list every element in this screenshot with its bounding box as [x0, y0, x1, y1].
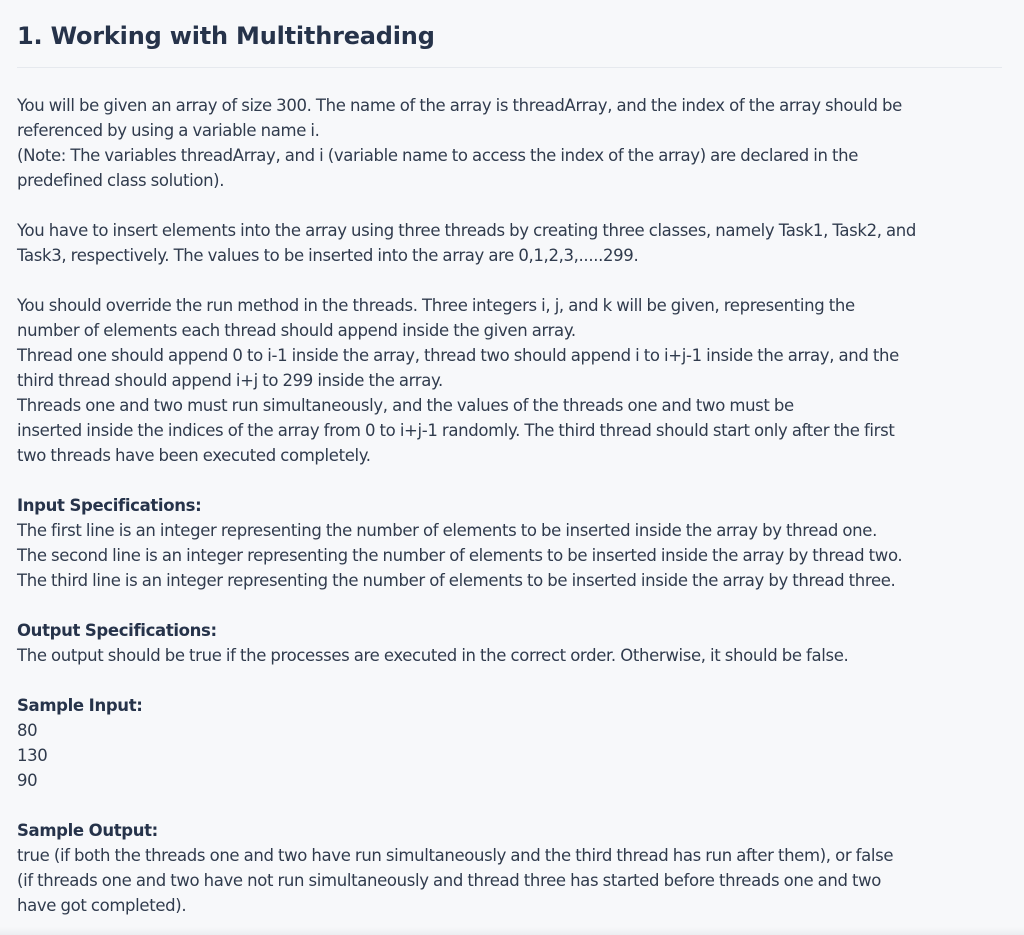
run-paragraph — [17, 293, 1002, 468]
intro-note-line: (Note: The variables threadArray, and i (variable name to access the index of the array) are declared in the — [17, 146, 859, 165]
title-divider — [17, 67, 1002, 68]
intro-line: referenced by using a variable name i. — [17, 121, 320, 140]
run-line: Thread one should append 0 to i-1 inside the array, thread two should append i to i+j-1 inside the array, and the — [17, 346, 899, 365]
insert-paragraph — [17, 218, 1002, 268]
run-line: Threads one and two must run simultaneously, and the values of the threads one and two must be — [17, 396, 794, 415]
sample-input-value: 90 — [17, 771, 38, 790]
sample-output-line: (if threads one and two have not run simultaneously and thread three has started before threads one and two — [17, 871, 882, 890]
output-spec-heading: Output Specifications: — [17, 621, 217, 640]
problem-description — [17, 93, 1002, 918]
output-spec-section — [17, 618, 1002, 668]
sample-input-section — [17, 693, 1002, 793]
paragraph-gap — [17, 668, 1002, 693]
paragraph-gap — [17, 468, 1002, 493]
sample-output-line: true (if both the threads one and two have run simultaneously and the third thread has run after them), or false — [17, 846, 894, 865]
input-spec-line: The first line is an integer representing the number of elements to be inserted inside the array by thread one. — [17, 521, 877, 540]
problem-title: 1. Working with Multithreading — [17, 22, 435, 50]
insert-line: Task3, respectively. The values to be inserted into the array are 0,1,2,3,.....299. — [17, 246, 639, 265]
sample-output-heading: Sample Output: — [17, 821, 158, 840]
input-spec-section — [17, 493, 1002, 593]
sample-output-section — [17, 818, 1002, 918]
sample-input-heading: Sample Input: — [17, 696, 143, 715]
run-line: two threads have been executed completely. — [17, 446, 371, 465]
run-line: third thread should append i+j to 299 inside the array. — [17, 371, 443, 390]
paragraph-gap — [17, 268, 1002, 293]
input-spec-line: The second line is an integer representing the number of elements to be inserted inside the array by thread two. — [17, 546, 903, 565]
paragraph-gap — [17, 793, 1002, 818]
intro-line: You will be given an array of size 300. The name of the array is threadArray, and the index of the array should be — [17, 96, 902, 115]
sample-output-line: have got completed). — [17, 896, 187, 915]
intro-note-line: predefined class solution). — [17, 171, 225, 190]
insert-line: You have to insert elements into the array using three threads by creating three classes, namely Task1, Task2, and — [17, 221, 916, 240]
run-line: inserted inside the indices of the array from 0 to i+j-1 randomly. The third thread should start only after the first — [17, 421, 895, 440]
paragraph-gap — [17, 193, 1002, 218]
intro-paragraph — [17, 93, 1002, 193]
output-spec-line: The output should be true if the processes are executed in the correct order. Otherwise, it should be false. — [17, 646, 849, 665]
sample-input-value: 80 — [17, 721, 38, 740]
sample-input-value: 130 — [17, 746, 48, 765]
run-line: You should override the run method in the threads. Three integers i, j, and k will be given, representing the — [17, 296, 855, 315]
run-line: number of elements each thread should append inside the given array. — [17, 321, 576, 340]
input-spec-heading: Input Specifications: — [17, 496, 202, 515]
bottom-shadow — [0, 927, 1024, 935]
paragraph-gap — [17, 593, 1002, 618]
input-spec-line: The third line is an integer representing the number of elements to be inserted inside the array by thread three. — [17, 571, 896, 590]
